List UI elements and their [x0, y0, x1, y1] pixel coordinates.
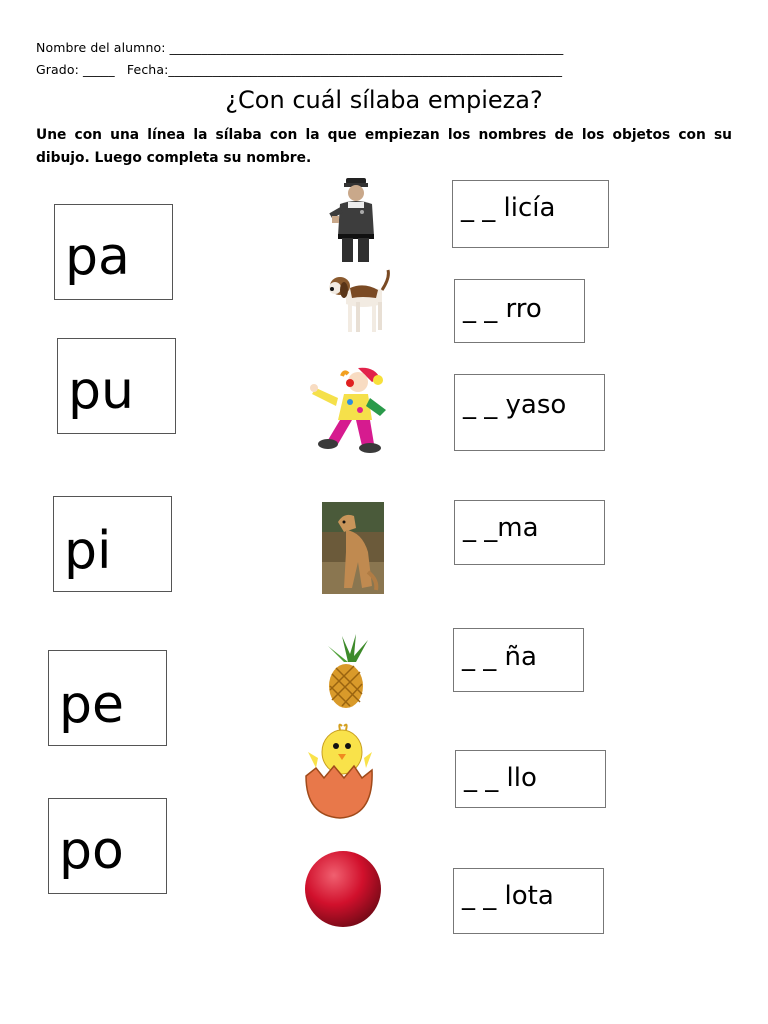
syllable-box-pa[interactable]	[54, 204, 173, 300]
chick-picture[interactable]	[304, 722, 374, 820]
syllable-label: pe	[59, 675, 124, 735]
syllable-label: pu	[68, 361, 134, 421]
word-box-pina[interactable]	[453, 628, 584, 692]
instructions: Une con una línea la sílaba con la que empiezan los nombres de los objetos con su dibujo. Luego completa su nombre.	[36, 127, 732, 166]
puma-picture[interactable]	[322, 502, 384, 594]
pineapple-picture[interactable]	[322, 632, 374, 710]
dog-picture[interactable]	[326, 266, 392, 336]
word-label: _ _ llo	[464, 763, 537, 793]
word-box-pollo[interactable]	[455, 750, 606, 808]
syllable-label: po	[59, 821, 124, 881]
word-box-perro[interactable]	[454, 279, 585, 343]
student-name-line[interactable]: Nombre del alumno: ______________________________________________________________	[36, 40, 564, 55]
word-box-pelota[interactable]	[453, 868, 604, 934]
word-box-payaso[interactable]	[454, 374, 605, 451]
syllable-label: pa	[65, 227, 130, 287]
ball-picture[interactable]	[303, 849, 383, 929]
word-box-puma[interactable]	[454, 500, 605, 565]
syllable-box-pu[interactable]	[57, 338, 176, 434]
police-officer-picture[interactable]	[328, 176, 382, 264]
word-box-policia[interactable]	[452, 180, 609, 248]
worksheet-title: ¿Con cuál sílaba empieza?	[225, 86, 543, 114]
grade-date-line[interactable]: Grado: _____ Fecha:______________________________________________________________	[36, 62, 563, 77]
syllable-label: pi	[64, 521, 112, 581]
word-label: _ _ lota	[462, 881, 554, 911]
syllable-box-po[interactable]	[48, 798, 167, 894]
word-label: _ _ licía	[461, 193, 556, 223]
syllable-box-pi[interactable]	[53, 496, 172, 592]
syllable-box-pe[interactable]	[48, 650, 167, 746]
word-label: _ _ rro	[463, 294, 542, 324]
word-label: _ _ma	[463, 513, 539, 543]
word-label: _ _ yaso	[463, 390, 567, 420]
clown-picture[interactable]	[308, 364, 390, 454]
word-label: _ _ ña	[462, 642, 537, 672]
